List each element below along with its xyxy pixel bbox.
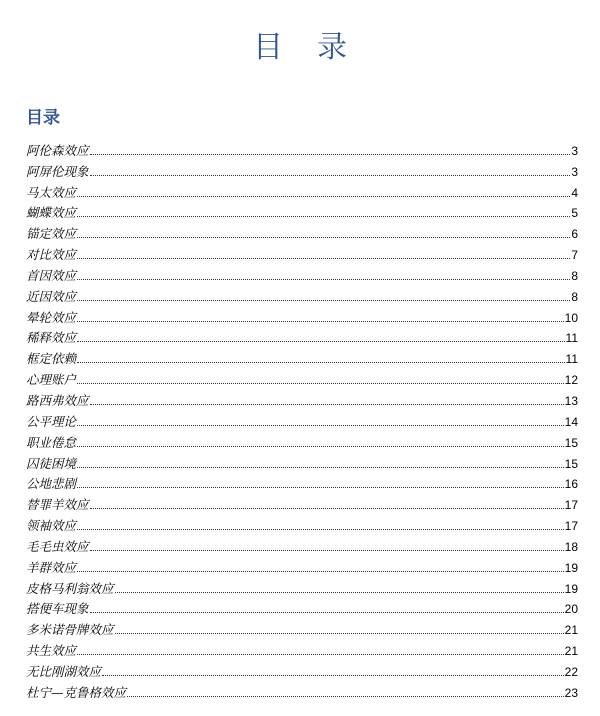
toc-entry-title[interactable]: 马太效应 [26,184,77,200]
toc-entry-title[interactable]: 框定依赖 [26,351,77,367]
toc-dot-leader [77,278,570,280]
toc-heading: 目录 [26,108,60,128]
toc-entry-page-number: 14 [564,414,578,429]
toc-dot-leader [90,174,571,176]
toc-entry-page-number: 23 [564,685,578,700]
toc-dot-leader [115,591,564,593]
toc-entry-title[interactable]: 替罪羊效应 [26,497,89,513]
toc-entry[interactable] [26,158,578,179]
toc-entry-page-number: 19 [564,560,578,575]
toc-entry[interactable] [26,471,578,492]
toc-dot-leader [90,403,564,405]
toc-entry-page-number: 8 [571,289,578,304]
toc-entry-title[interactable]: 羊群效应 [26,559,77,575]
toc-entry-title[interactable]: 近因效应 [26,288,77,304]
toc-entry-page-number: 16 [564,477,578,492]
toc-dot-leader [90,549,564,551]
toc-entry[interactable] [26,533,578,554]
toc-dot-leader [77,236,570,238]
toc-entry[interactable] [26,616,578,637]
toc-entry[interactable] [26,325,578,346]
toc-entry-title[interactable]: 搭便车现象 [26,601,89,617]
toc-entry-page-number: 12 [564,373,578,388]
toc-entry-title[interactable]: 路西弗效应 [26,392,89,408]
toc-entry[interactable] [26,304,578,325]
toc-entry[interactable] [26,554,578,575]
toc-entry[interactable] [26,262,578,283]
toc-dot-leader [77,382,564,384]
toc-entry[interactable] [26,241,578,262]
toc-entry-page-number: 21 [564,644,578,659]
toc-entry[interactable] [26,658,578,679]
toc-dot-leader [77,361,565,363]
toc-dot-leader [77,528,564,530]
toc-dot-leader [77,320,564,322]
toc-entry[interactable] [26,491,578,512]
toc-entry-title[interactable]: 公平理论 [26,413,77,429]
toc-entry-title[interactable]: 多米诺骨牌效应 [26,622,114,638]
toc-entry-title[interactable]: 稀释效应 [26,330,77,346]
toc-entry-title[interactable]: 职业倦怠 [26,434,77,450]
toc-entry-page-number: 22 [564,664,578,679]
toc-dot-leader [77,486,564,488]
toc-entry[interactable] [26,408,578,429]
toc-entry-page-number: 15 [564,435,578,450]
toc-entry[interactable] [26,200,578,221]
toc-dot-leader [77,257,570,259]
toc-entry-title[interactable]: 阿伦森效应 [26,142,89,158]
toc-entry-page-number: 7 [571,248,578,263]
toc-entry-page-number: 6 [571,227,578,242]
toc-entry-title[interactable]: 公地悲剧 [26,476,77,492]
toc-entry-title[interactable]: 阿屏伦现象 [26,163,89,179]
page-title: 目录 [253,30,381,65]
toc-dot-leader [77,570,564,572]
toc-entry-page-number: 18 [564,539,578,554]
toc-entry-title[interactable]: 蝴蝶效应 [26,205,77,221]
toc-entry-page-number: 3 [571,143,578,158]
toc-entry-page-number: 19 [564,581,578,596]
toc-dot-leader [77,340,565,342]
toc-dot-leader [77,299,570,301]
toc-entry-page-number: 17 [564,498,578,513]
toc-dot-leader [115,632,564,634]
toc-entry[interactable] [26,179,578,200]
toc-entry-title[interactable]: 晕轮效应 [26,309,77,325]
toc-dot-leader [90,153,571,155]
toc-entry-page-number: 5 [571,206,578,221]
toc-entry-title[interactable]: 共生效应 [26,643,77,659]
toc-dot-leader [77,653,564,655]
toc-dot-leader [90,507,564,509]
toc-entry[interactable] [26,366,578,387]
toc-entry-title[interactable]: 心理账户 [26,372,77,388]
toc-dot-leader [90,611,564,613]
toc-dot-leader [77,195,570,197]
toc-entry[interactable] [26,575,578,596]
toc-list [26,137,578,700]
toc-entry-title[interactable]: 皮格马利翁效应 [26,580,114,596]
toc-entry[interactable] [26,596,578,617]
toc-entry-page-number: 15 [564,456,578,471]
toc-entry-title[interactable]: 对比效应 [26,247,77,263]
toc-entry-page-number: 20 [564,602,578,617]
toc-entry[interactable] [26,345,578,366]
toc-dot-leader [77,445,564,447]
toc-entry-page-number: 11 [565,331,578,346]
toc-entry-title[interactable]: 囚徒困境 [26,455,77,471]
toc-entry-title[interactable]: 无比刚湖效应 [26,663,102,679]
toc-dot-leader [77,466,564,468]
toc-entry[interactable] [26,137,578,158]
toc-entry-page-number: 10 [564,310,578,325]
toc-entry[interactable] [26,283,578,304]
toc-entry-title[interactable]: 领袖效应 [26,518,77,534]
toc-entry[interactable] [26,637,578,658]
toc-dot-leader [102,674,564,676]
toc-entry-title[interactable]: 杜宁—克鲁格效应 [26,684,127,700]
toc-entry[interactable] [26,220,578,241]
toc-dot-leader [127,695,564,697]
toc-entry-title[interactable]: 锚定效应 [26,226,77,242]
toc-entry-title[interactable]: 首因效应 [26,267,77,283]
toc-entry-page-number: 8 [571,268,578,283]
toc-dot-leader [77,215,570,217]
toc-entry-page-number: 13 [564,393,578,408]
toc-entry-page-number: 11 [565,352,578,367]
toc-entry-page-number: 21 [564,623,578,638]
toc-entry-page-number: 17 [564,519,578,534]
toc-entry-title[interactable]: 毛毛虫效应 [26,538,89,554]
toc-entry[interactable] [26,429,578,450]
toc-entry[interactable] [26,679,578,700]
toc-entry-page-number: 4 [571,185,578,200]
toc-entry-page-number: 3 [571,164,578,179]
toc-entry[interactable] [26,387,578,408]
toc-entry[interactable] [26,512,578,533]
toc-dot-leader [77,424,564,426]
toc-entry[interactable] [26,450,578,471]
